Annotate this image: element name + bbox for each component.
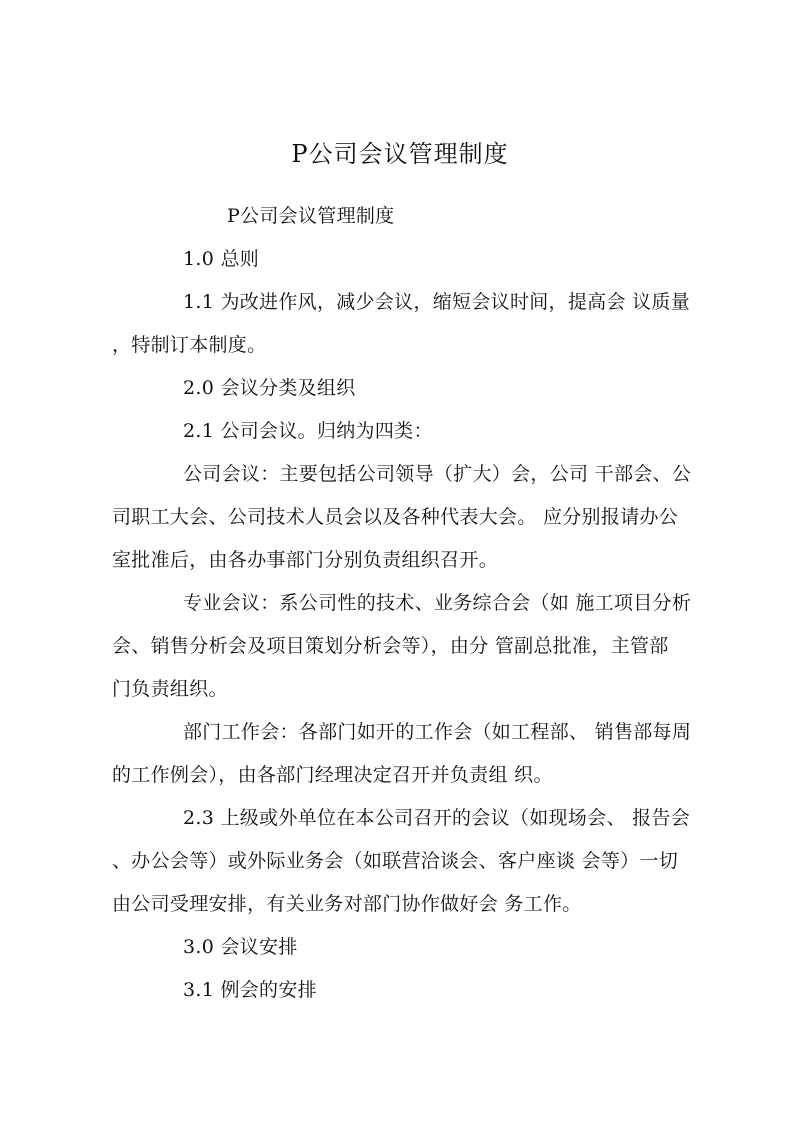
paragraph-line: 部门工作会：各部门如开的工作会（如工程部、 销售部每周 xyxy=(183,721,692,743)
paragraph-line: 室批准后，由各办事部门分别负责组织召开。 xyxy=(112,549,499,571)
paragraph-line: 会、销售分析会及项目策划分析会等），由分 管副总批准，主管部 xyxy=(112,635,669,657)
section-heading-2: 2.0 会议分类及组织 xyxy=(183,377,356,399)
paragraph-line: 公司会议：主要包括公司领导（扩大）会，公司 干部会、公 xyxy=(183,463,692,485)
paragraph-line: 由公司受理安排，有关业务对部门协作做好会 务工作。 xyxy=(112,893,582,915)
paragraph-line: 1.1 为改进作风，减少会议，缩短会议时间，提高会 议质量 xyxy=(183,291,690,313)
paragraph-line: 门负责组织。 xyxy=(112,678,228,700)
paragraph-line: 、办公会等）或外际业务会（如联营洽谈会、客户座谈 会等）一切 xyxy=(112,850,679,872)
paragraph-line: 2.3 上级或外单位在本公司召开的会议（如现场会、 报告会 xyxy=(183,807,690,829)
section-heading-1: 1.0 总则 xyxy=(183,248,260,270)
document-title: P公司会议管理制度 xyxy=(291,140,509,168)
section-heading-3-1: 3.1 例会的安排 xyxy=(183,979,317,1001)
paragraph-line: 的工作例会），由各部门经理决定召开并负责组 织。 xyxy=(112,764,553,786)
section-heading-3: 3.0 会议安排 xyxy=(183,936,298,958)
paragraph-line: 专业会议：系公司性的技术、业务综合会（如 施工项目分析 xyxy=(183,592,692,614)
paragraph-line: 司职工大会、公司技术人员会以及各种代表大会。 应分别报请办公 xyxy=(112,506,679,528)
subtitle-line: P公司会议管理制度 xyxy=(227,205,395,227)
paragraph-line: ，特制订本制度。 xyxy=(112,334,267,356)
paragraph-line: 2.1 公司会议。归纳为四类： xyxy=(183,420,433,442)
